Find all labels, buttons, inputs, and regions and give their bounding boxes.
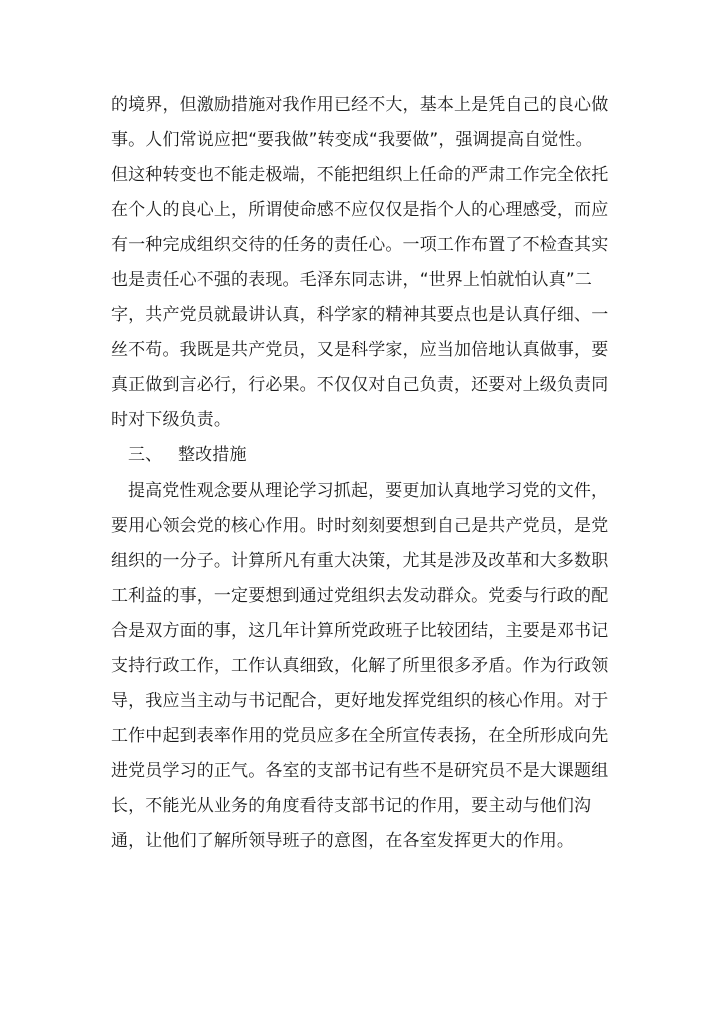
paragraph-line: 支持行政工作，工作认真细致，化解了所里很多矛盾。作为行政领 [111, 656, 609, 676]
section-number: 三、 [128, 445, 163, 465]
paragraph-line: 真正做到言必行，行必果。不仅仅对自己负责，还要对上级负责同 [111, 375, 609, 395]
paragraph-line: 在个人的良心上，所谓使命感不应仅仅是指个人的心理感受，而应 [111, 200, 609, 220]
paragraph-line: 事。人们常说应把“要我做”转变成“我要做”，强调提高自觉性。 [111, 130, 593, 150]
section-title: 整改措施 [178, 445, 247, 465]
paragraph-line: 长，不能光从业务的角度看待支部书记的作用，要主动与他们沟 [111, 796, 592, 816]
paragraph-line: 但这种转变也不能走极端，不能把组织上任命的严肃工作完全依托 [111, 165, 609, 185]
section-heading [128, 443, 247, 467]
paragraph-line: 有一种完成组织交待的任务的责任心。一项工作布置了不检查其实 [111, 235, 609, 255]
paragraph-line: 合是双方面的事，这几年计算所党政班子比较团结，主要是邓书记 [111, 621, 609, 641]
paragraph-line: 也是责任心不强的表现。毛泽东同志讲，“世界上怕就怕认真”二 [111, 270, 592, 290]
paragraph-line: 通，让他们了解所领导班子的意图，在各室发挥更大的作用。 [111, 831, 575, 851]
paragraph-line: 进党员学习的正气。各室的支部书记有些不是研究员不是大课题组 [111, 761, 609, 781]
paragraph-line: 提高党性观念要从理论学习抓起，要更加认真地学习党的文件， [128, 481, 609, 501]
paragraph-line: 要用心领会党的核心作用。时时刻刻要想到自己是共产党员，是党 [111, 516, 609, 536]
paragraph-line: 时对下级负责。 [111, 410, 232, 430]
paragraph-line: 工利益的事，一定要想到通过党组织去发动群众。党委与行政的配 [111, 586, 609, 606]
paragraph-line: 字，共产党员就最讲认真，科学家的精神其要点也是认真仔细、一 [111, 305, 609, 325]
paragraph-line: 丝不苟。我既是共产党员，又是科学家，应当加倍地认真做事，要 [111, 340, 609, 360]
paragraph-line: 工作中起到表率作用的党员应多在全所宣传表扬，在全所形成向先 [111, 726, 609, 746]
paragraph-line: 导，我应当主动与书记配合，更好地发挥党组织的核心作用。对于 [111, 691, 609, 711]
paragraph-line: 的境界，但激励措施对我作用已经不大，基本上是凭自己的良心做 [111, 95, 609, 115]
paragraph-line: 组织的一分子。计算所凡有重大决策，尤其是涉及改革和大多数职 [111, 551, 609, 571]
